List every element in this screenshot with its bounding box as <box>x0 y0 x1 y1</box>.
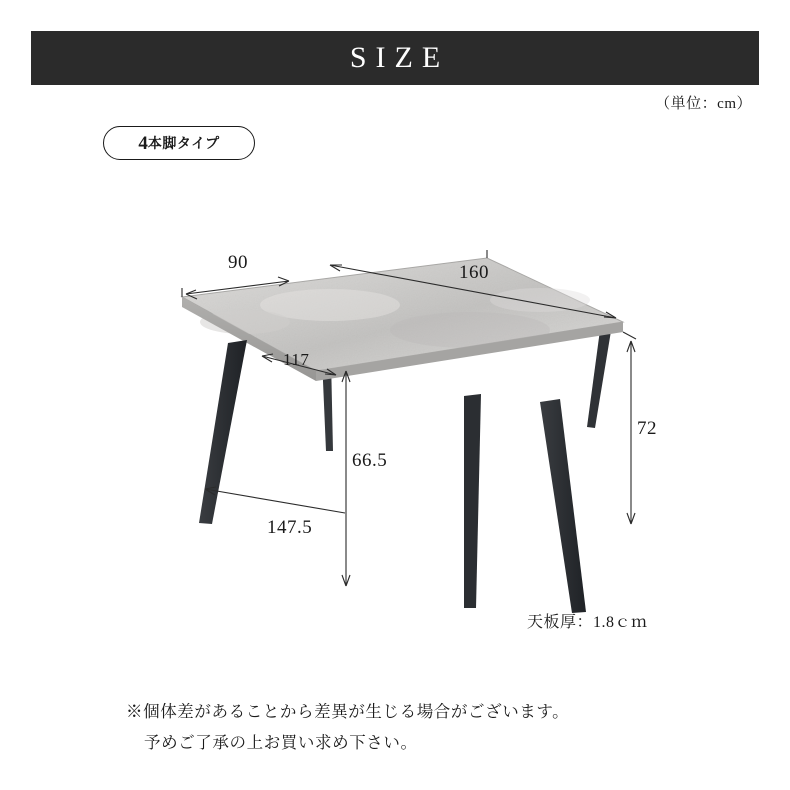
dimension-label-leg-span-width: 147.5 <box>267 517 313 538</box>
footnote-line-1: ※個体差があることから差異が生じる場合がございます。 <box>126 703 570 721</box>
unit-note: （単位：cm） <box>655 96 752 112</box>
leg-type-number: 4 <box>138 132 148 154</box>
dimension-label-table-width: 160 <box>459 262 489 283</box>
table-leg-far-right <box>587 330 611 428</box>
dimension-label-clearance: 66.5 <box>352 450 388 471</box>
top-thickness-note: 天板厚：1.8ｃｍ <box>527 614 648 631</box>
footnotes <box>126 697 569 760</box>
footnote-line-2: 予めご了承の上お買い求め下さい。 <box>144 734 418 753</box>
thickness-leader <box>487 600 521 614</box>
page-title: SIZE <box>349 41 450 74</box>
table-leg-near-left <box>199 340 247 524</box>
dimension-label-leg-span-depth: 117 <box>283 350 310 369</box>
dimension-label-table-depth: 90 <box>228 252 248 273</box>
leg-type-label: 本脚タイプ <box>147 135 220 151</box>
table-leg-near-right <box>464 394 586 613</box>
dimension-label-table-height: 72 <box>637 418 657 439</box>
table-top <box>182 258 623 371</box>
